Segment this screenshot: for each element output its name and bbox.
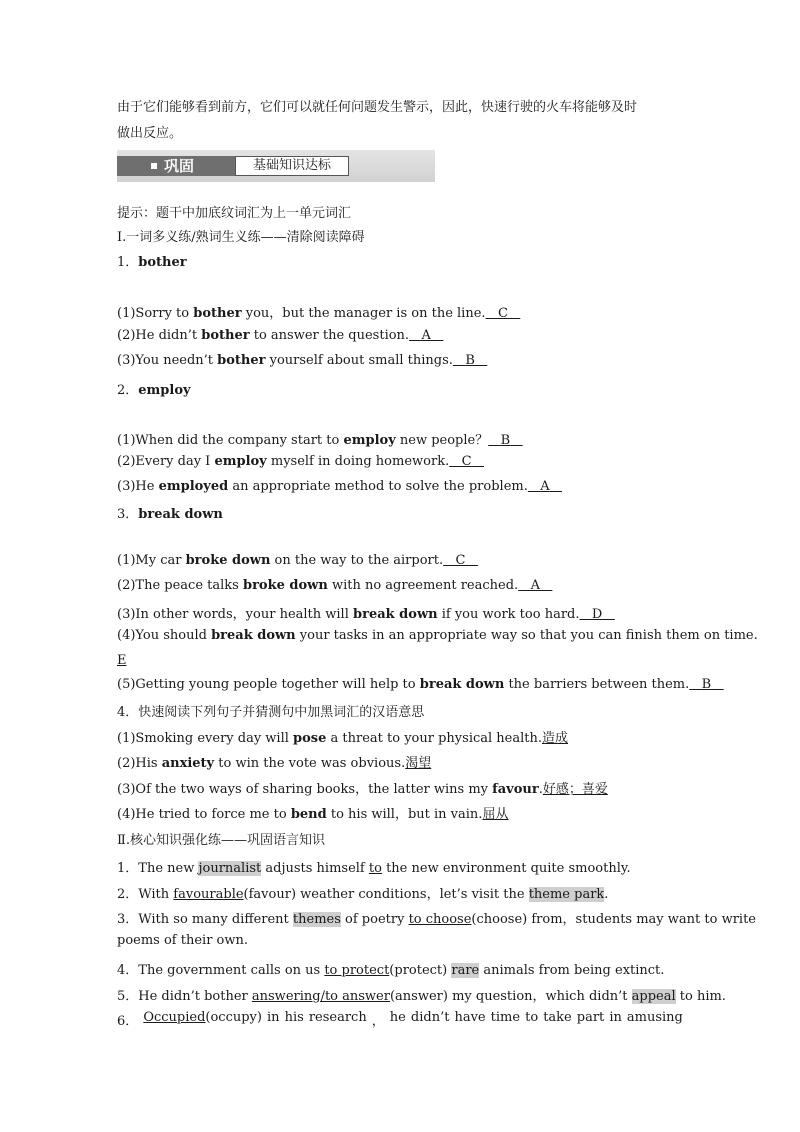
- banner-box-label: 基础知识达标: [235, 156, 349, 176]
- answer: to: [368, 861, 382, 876]
- list-item: (2)His anxiety to win the vote was obvious.渴望: [117, 756, 432, 771]
- highlighted-word: themes: [292, 912, 341, 927]
- answer: to protect: [324, 963, 390, 978]
- section2-title: Ⅱ.核心知识强化练——巩固语言知识: [117, 833, 325, 848]
- list-item: 3．With so many different themes of poetry to choose(choose) from，students may want to write: [117, 912, 756, 927]
- highlighted-word: journalist: [198, 861, 262, 876]
- list-item: (1)When did the company start to employ new people？ B: [117, 433, 511, 448]
- group-heading: 1．bother: [117, 255, 187, 270]
- answer: B: [500, 433, 511, 448]
- answer: A: [530, 578, 540, 593]
- intro-line-2: 做出反应。: [117, 126, 183, 141]
- list-item: (1)Smoking every day will pose a threat to your physical health.造成: [117, 731, 569, 746]
- answer: B: [701, 677, 712, 692]
- answer: favourable: [173, 887, 244, 902]
- highlighted-word: rare: [451, 963, 480, 978]
- answer: A: [421, 328, 431, 343]
- answer: B: [465, 353, 475, 368]
- list-item: 5．He didn’t bother answering/to answer(answer) my question，which didn’t appeal to him.: [117, 989, 726, 1004]
- list-item-continued: poems of their own.: [117, 933, 248, 948]
- list-item: (2)The peace talks broke down with no agreement reached. A: [117, 578, 540, 593]
- group-heading: 4．快速阅读下列句子并猜测句中加黑词汇的汉语意思: [117, 705, 425, 720]
- answer: 好感；喜爱: [542, 782, 608, 797]
- list-item: 4．The government calls on us to protect(protect) rare animals from being extinct.: [117, 963, 665, 978]
- list-item: (4)You should break down your tasks in an appropriate way so that you can finish them on time.: [117, 628, 758, 643]
- list-item: (3)Of the two ways of sharing books，the latter wins my favour.好感；喜爱: [117, 782, 608, 797]
- answer: to choose: [408, 912, 472, 927]
- list-item: (1)My car broke down on the way to the airport. C: [117, 553, 466, 568]
- list-item: (3)In other words，your health will break down if you work too hard. D: [117, 607, 603, 622]
- hint-text: 提示：题干中加底纹词汇为上一单元词汇: [117, 206, 352, 221]
- intro-line-1: 由于它们能够看到前方，它们可以就任何问题发生警示，因此，快速行驶的火车将能够及时: [117, 100, 638, 115]
- list-item: (5)Getting young people together will help to break down the barriers between them. B: [117, 677, 712, 692]
- answer: A: [540, 479, 550, 494]
- list-item: 2．With favourable(favour) weather conditions，let’s visit the theme park.: [117, 887, 609, 902]
- list-item: (3)He employed an appropriate method to solve the problem. A: [117, 479, 550, 494]
- group-heading: 2．employ: [117, 383, 191, 398]
- group-heading: 3．break down: [117, 507, 223, 522]
- list-item: (2)He didn’t bother to answer the question. A: [117, 328, 431, 343]
- answer: 造成: [542, 731, 569, 746]
- square-bullet-icon: [151, 163, 157, 169]
- answer: C: [461, 454, 472, 469]
- answer-line: [117, 653, 127, 668]
- answer: 屈从: [482, 807, 509, 822]
- answer: answering/to answer: [251, 989, 390, 1004]
- list-item: (1)Sorry to bother you，but the manager is on the line. C: [117, 306, 508, 321]
- list-item: (2)Every day I employ myself in doing homework. C: [117, 454, 472, 469]
- list-item: 6． Occupied(occupy) in his research ， he didn’t have time to take part in amusing: [117, 1010, 683, 1029]
- banner-label: 巩固: [164, 157, 195, 175]
- section1-title: Ⅰ.一词多义练/熟词生义练——清除阅读障碍: [117, 230, 365, 245]
- list-item: (4)He tried to force me to bend to his will，but in vain.屈从: [117, 807, 509, 822]
- banner-dark-block: [117, 156, 235, 176]
- highlighted-word: appeal: [631, 989, 676, 1004]
- section-banner: [117, 150, 435, 182]
- answer: 渴望: [405, 756, 432, 771]
- answer: C: [455, 553, 466, 568]
- list-item: (3)You needn’t bother yourself about small things. B: [117, 353, 475, 368]
- list-item: 1．The new journalist adjusts himself to the new environment quite smoothly.: [117, 861, 631, 876]
- answer: C: [497, 306, 508, 321]
- answer: E: [117, 653, 127, 668]
- answer: Occupied: [143, 1010, 206, 1025]
- highlighted-word: theme park: [528, 887, 605, 902]
- answer: D: [591, 607, 603, 622]
